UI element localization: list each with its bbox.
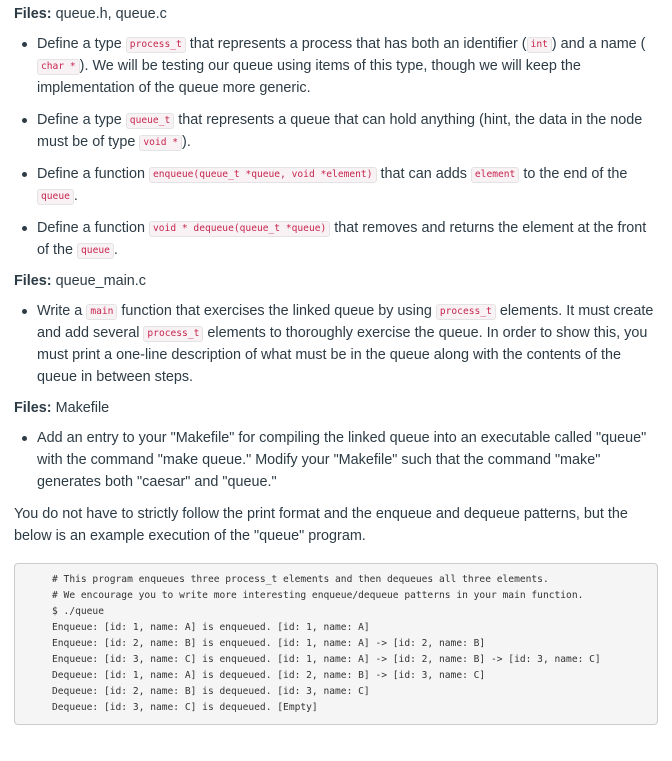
inline-code: char * — [37, 59, 80, 75]
inline-code: main — [86, 304, 117, 320]
heading-label: Files: — [14, 400, 52, 416]
text: function that exercises the linked queue by using — [117, 303, 436, 319]
inline-code: process_t — [126, 37, 186, 53]
text: elements. It must create and add several — [37, 303, 654, 341]
code-line: Enqueue: [id: 1, name: A] is enqueued. [id: 1, name: A] — [52, 622, 370, 633]
list-item — [14, 217, 658, 261]
list-item — [14, 163, 658, 207]
example-intro: You do not have to strictly follow the print format and the enqueue and dequeue patterns, but the below is an example execution of the "queue" program. — [14, 506, 628, 544]
makefile-requirements-list — [14, 427, 658, 493]
inline-code: element — [471, 167, 519, 183]
heading-label: Files: — [14, 6, 52, 22]
text: that represents a queue that can hold anything (hint, the data in the node must be of type — [37, 112, 643, 150]
inline-code: process_t — [143, 326, 203, 342]
inline-code: queue_t — [126, 113, 174, 129]
text: . — [73, 188, 78, 204]
inline-code: queue — [37, 189, 74, 205]
inline-code: int — [527, 37, 552, 53]
text: that removes and returns the element at the front of the — [37, 220, 647, 258]
text: . — [113, 242, 118, 258]
list-item — [14, 427, 658, 493]
heading-files: Makefile — [55, 400, 110, 416]
section-heading-main-files — [14, 271, 658, 291]
list-item — [14, 300, 658, 388]
code-line: Enqueue: [id: 2, name: B] is enqueued. [id: 1, name: A] -> [id: 2, name: B] — [52, 638, 486, 649]
heading-files: queue_main.c — [55, 273, 146, 289]
text: Add an entry to your "Makefile" for compiling the linked queue into an executable called "queue" with the command "make queue." Modify your "Makefile" such that the command "make" generates both "caesar" and "queue." — [37, 430, 647, 490]
text: ). We will be testing our queue using items of this type, though we will keep the implementation of the queue more generic. — [37, 58, 581, 96]
code-line: # This program enqueues three process_t elements and then dequeues all three elements. — [52, 574, 549, 585]
inline-code: queue — [77, 243, 114, 259]
text: ) and a name ( — [551, 36, 646, 52]
text: that represents a process that has both an identifier ( — [185, 36, 527, 52]
section-heading-makefile — [14, 398, 658, 418]
text: to the end of the — [519, 166, 628, 182]
queue-requirements-list — [14, 33, 658, 261]
main-requirements-list — [14, 300, 658, 388]
code-line: Enqueue: [id: 3, name: C] is enqueued. [id: 1, name: A] -> [id: 2, name: B] -> [id: 3, name: C] — [52, 654, 601, 665]
list-item — [14, 33, 658, 99]
inline-code: void * dequeue(queue_t *queue) — [149, 221, 330, 237]
text: Define a function — [37, 166, 149, 182]
section-heading-queue-files — [14, 4, 658, 24]
inline-code: void * — [139, 135, 182, 151]
code-line: Dequeue: [id: 2, name: B] is dequeued. [id: 3, name: C] — [52, 686, 370, 697]
example-output-code-block — [14, 563, 658, 725]
text: that can adds — [376, 166, 471, 182]
text: Define a type — [37, 112, 126, 128]
code-line: Dequeue: [id: 3, name: C] is dequeued. [Empty] — [52, 702, 318, 713]
list-item — [14, 109, 658, 153]
heading-files: queue.h, queue.c — [55, 6, 167, 22]
inline-code: enqueue(queue_t *queue, void *element) — [149, 167, 377, 183]
code-line: $ ./queue — [52, 606, 104, 617]
text: Define a type — [37, 36, 126, 52]
code-line: # We encourage you to write more interesting enqueue/dequeue patterns in your main function. — [52, 590, 584, 601]
text: ). — [182, 134, 191, 150]
text: Define a function — [37, 220, 149, 236]
code-line: Dequeue: [id: 1, name: A] is dequeued. [id: 2, name: B] -> [id: 3, name: C] — [52, 670, 486, 681]
text: Write a — [37, 303, 87, 319]
inline-code: process_t — [436, 304, 496, 320]
heading-label: Files: — [14, 273, 52, 289]
text: elements to thoroughly exercise the queue. In order to show this, you must print a one-line description of what must be in the queue along with the contents of the queue in between steps. — [37, 325, 648, 385]
